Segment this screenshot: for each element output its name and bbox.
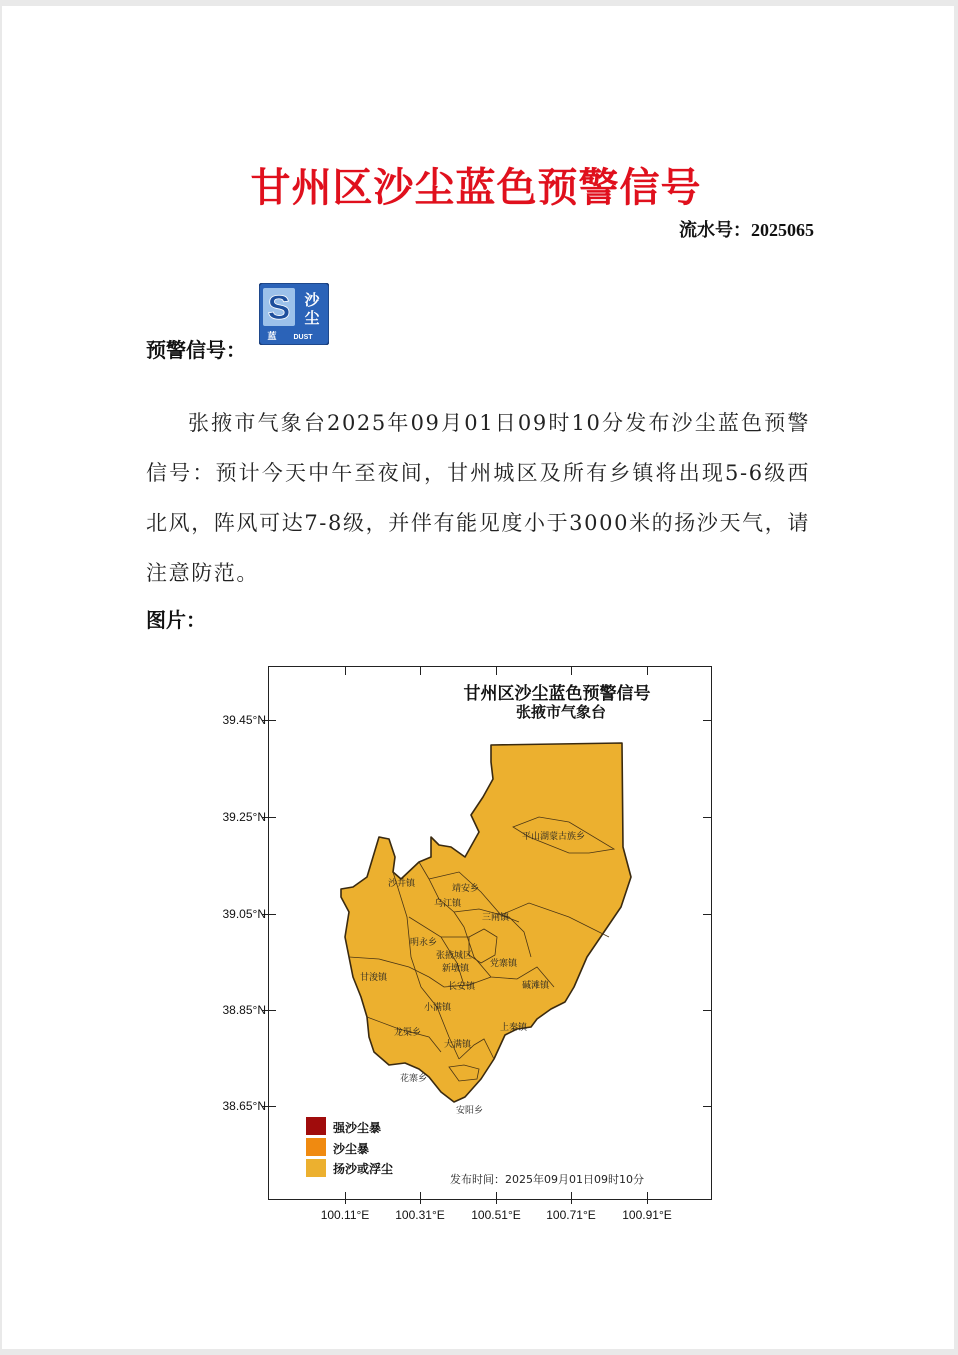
signal-char-1: 沙 [304, 291, 320, 309]
legend-label: 强沙尘暴 [333, 1121, 382, 1135]
lon-label: 100.91°E [622, 1208, 672, 1222]
xtick [647, 1192, 648, 1204]
ytick-right [703, 720, 711, 721]
lat-label: 38.85°N [222, 1003, 266, 1017]
map-subtitle: 张掖市气象台 [515, 703, 606, 721]
xtick-top [345, 667, 346, 675]
place-label: 花寨乡 [400, 1074, 428, 1084]
signal-level-cn: 蓝 [267, 332, 277, 342]
legend-swatch-storm [306, 1138, 326, 1156]
issue-time: 发布时间：2025年09月01日09时10分 [450, 1173, 644, 1186]
place-label: 平山湖蒙古族乡 [522, 832, 586, 842]
picture-label: 图片： [146, 608, 206, 632]
signal-level-en: DUST [293, 334, 313, 341]
legend-swatch-blowing-dust [306, 1159, 326, 1177]
place-label: 甘浚镇 [360, 973, 388, 983]
dust-blue-warning-icon [259, 283, 329, 345]
document-title: 甘州区沙尘蓝色预警信号 [250, 165, 702, 211]
signal-label: 预警信号： [146, 338, 246, 362]
place-label: 上秦镇 [500, 1023, 528, 1033]
xtick [345, 1192, 346, 1204]
place-label: 党寨镇 [490, 959, 518, 969]
place-label: 安阳乡 [456, 1106, 484, 1116]
xtick-top [571, 667, 572, 675]
legend-label: 沙尘暴 [333, 1142, 370, 1156]
serial-label: 流水号： [679, 220, 751, 241]
place-label: 张掖城区 [436, 951, 473, 961]
lat-label: 38.65°N [222, 1099, 266, 1113]
signal-letter: S [267, 289, 291, 327]
xtick-top [647, 667, 648, 675]
place-label: 长安镇 [448, 982, 476, 992]
legend-label: 扬沙或浮尘 [333, 1162, 394, 1176]
serial-value: 2025065 [751, 220, 814, 240]
map-title: 甘州区沙尘蓝色预警信号 [463, 684, 651, 704]
place-label: 新墩镇 [442, 964, 470, 974]
xtick-top [496, 667, 497, 675]
xtick [420, 1192, 421, 1204]
xtick [571, 1192, 572, 1204]
lon-label: 100.11°E [320, 1208, 370, 1222]
lat-label: 39.45°N [222, 713, 266, 727]
ytick-right [703, 914, 711, 915]
place-label: 碱滩镇 [522, 981, 550, 991]
ytick-right [703, 1010, 711, 1011]
lon-label: 100.71°E [546, 1208, 596, 1222]
place-label: 靖安乡 [452, 884, 480, 894]
place-label: 明永乡 [410, 938, 438, 948]
place-label: 乌江镇 [434, 899, 462, 909]
lon-label: 100.51°E [471, 1208, 521, 1222]
lat-label: 39.05°N [222, 907, 266, 921]
signal-char-2: 尘 [304, 309, 320, 327]
lat-label: 39.25°N [222, 810, 266, 824]
place-label: 龙渠乡 [394, 1028, 422, 1038]
lon-label: 100.31°E [395, 1208, 445, 1222]
xtick [496, 1192, 497, 1204]
place-label: 大满镇 [444, 1040, 472, 1050]
legend-swatch-severe [306, 1117, 326, 1135]
ytick-right [703, 1106, 711, 1107]
serial-number [679, 216, 814, 242]
place-label: 三闸镇 [482, 913, 510, 923]
place-label: 沙井镇 [388, 879, 416, 889]
warning-body-text: 张掖市气象台2025年09月01日09时10分发布沙尘蓝色预警信号：预计今天中午至夜间，甘州城区及所有乡镇将出现5-6级西北风，阵风可达7-8级，并伴有能见度小于3000米的扬沙天气，请注意防范。 [146, 411, 810, 585]
place-label: 小满镇 [424, 1003, 452, 1013]
xtick-top [420, 667, 421, 675]
ytick-right [703, 817, 711, 818]
